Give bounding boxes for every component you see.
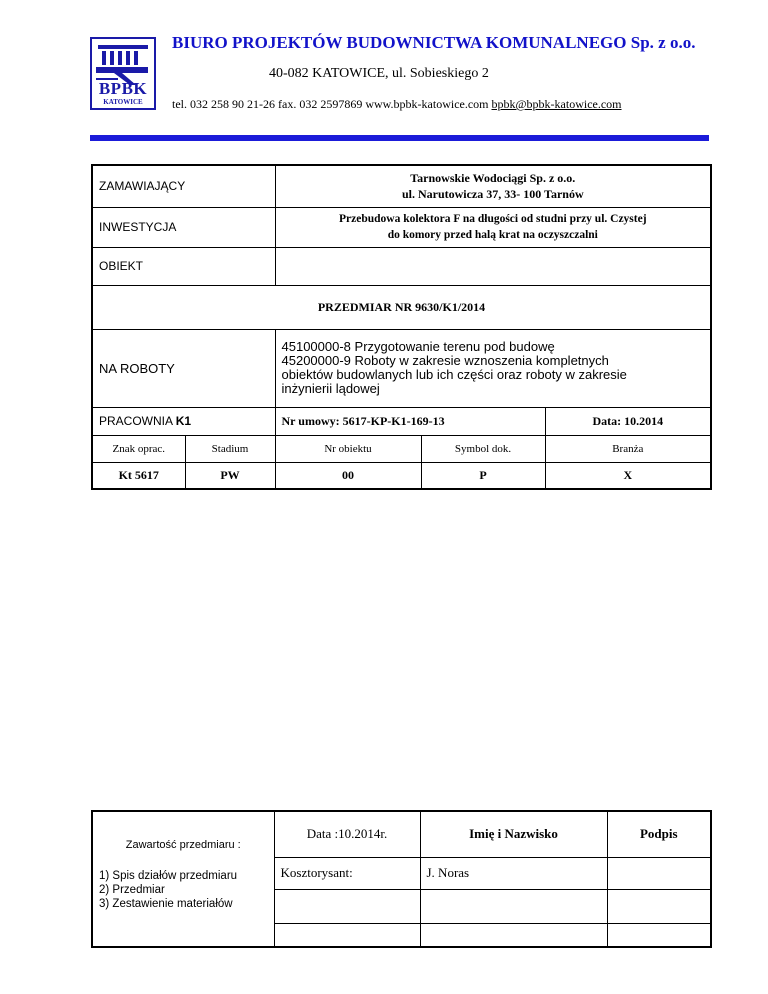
header-branza: Branża (545, 435, 711, 462)
empty-cell (274, 923, 420, 947)
empty-cell (274, 889, 420, 923)
zamawiajacy-label: ZAMAWIAJĄCY (92, 165, 275, 207)
contents-item-1: 1) Spis działów przedmiaru (99, 870, 238, 882)
company-name: BIURO PROJEKTÓW BUDOWNICTWA KOMUNALNEGO Sp. z o.o. (172, 33, 696, 52)
contents-list (92, 857, 274, 947)
sign-date: Data :10.2014r. (274, 811, 420, 857)
contact-email-link[interactable]: bpbk@bpbk-katowice.com (491, 97, 622, 111)
row-przedmiar (92, 285, 711, 329)
obiekt-label: OBIEKT (92, 247, 275, 285)
empty-cell (420, 923, 607, 947)
signature-table (91, 810, 712, 948)
zamawiajacy-line1: Tarnowskie Wodociągi Sp. z o.o. (410, 171, 576, 186)
zamawiajacy-value (275, 165, 711, 207)
value-symbol-dok: P (421, 462, 545, 489)
pracownia-value: K1 (175, 414, 192, 428)
przedmiar-title: PRZEDMIAR NR 9630/K1/2014 (92, 285, 711, 329)
pracownia-label: PRACOWNIA (99, 414, 176, 428)
row-na-roboty (92, 329, 711, 407)
row-sign-1 (92, 857, 711, 889)
contents-item-3: 3) Zestawienie materiałów (99, 898, 233, 910)
value-stadium: PW (185, 462, 275, 489)
empty-cell (420, 889, 607, 923)
header-nr-obiektu: Nr obiektu (275, 435, 421, 462)
row-inwestycja (92, 207, 711, 247)
cpv-line1: 45100000-8 Przygotowanie terenu pod budowę (281, 339, 555, 354)
header-divider (90, 135, 709, 141)
row-obiekt (92, 247, 711, 285)
pracownia-cell (92, 407, 275, 435)
company-logo (90, 37, 156, 110)
signature-cell (607, 857, 711, 889)
zamawiajacy-line2: ul. Narutowicza 37, 33- 100 Tarnów (401, 187, 584, 202)
logo-subtext: KATOWICE (103, 98, 143, 106)
logo-text: BPBK (98, 79, 148, 98)
company-contact (172, 97, 622, 112)
value-branza: X (545, 462, 711, 489)
cpv-codes (275, 329, 711, 407)
value-nr-obiektu: 00 (275, 462, 421, 489)
inwestycja-value (275, 207, 711, 247)
empty-cell (607, 889, 711, 923)
value-znak-oprac: Kt 5617 (92, 462, 185, 489)
row-code-values (92, 462, 711, 489)
header-symbol-dok: Symbol dok. (421, 435, 545, 462)
cpv-line4: inżynierii lądowej (281, 381, 380, 396)
inwestycja-label: INWESTYCJA (92, 207, 275, 247)
role-kosztorysant: Kosztorysant: (274, 857, 420, 889)
obiekt-value (275, 247, 711, 285)
header-znak-oprac: Znak oprac. (92, 435, 185, 462)
row-zamawiajacy (92, 165, 711, 207)
signature-header: Podpis (607, 811, 711, 857)
cpv-line2: 45200000-9 Roboty w zakresie wznoszenia kompletnych (281, 353, 609, 368)
contents-item-2: 2) Przedmiar (99, 884, 165, 896)
document-date: Data: 10.2014 (545, 407, 711, 435)
empty-cell (607, 923, 711, 947)
cpv-line3: obiektów budowlanych lub ich części oraz roboty w zakresie (281, 367, 627, 382)
umowa-number: Nr umowy: 5617-KP-K1-169-13 (275, 407, 545, 435)
company-address: 40-082 KATOWICE, ul. Sobieskiego 2 (269, 66, 489, 81)
inwestycja-line1: Przebudowa kolektora F na długości od studni przy ul. Czystej (339, 213, 647, 225)
inwestycja-line2: do komory przed halą krat na oczyszczalni (387, 229, 598, 241)
row-sign-headers (92, 811, 711, 857)
row-pracownia (92, 407, 711, 435)
person-name: J. Noras (420, 857, 607, 889)
row-code-headers (92, 435, 711, 462)
contact-phone-web: tel. 032 258 90 21-26 fax. 032 2597869 www.bpbk-katowice.com (172, 97, 492, 111)
name-header: Imię i Nazwisko (420, 811, 607, 857)
contents-label: Zawartość przedmiaru : (92, 811, 274, 857)
na-roboty-label: NA ROBOTY (92, 329, 275, 407)
header-stadium: Stadium (185, 435, 275, 462)
project-info-table (91, 164, 712, 490)
